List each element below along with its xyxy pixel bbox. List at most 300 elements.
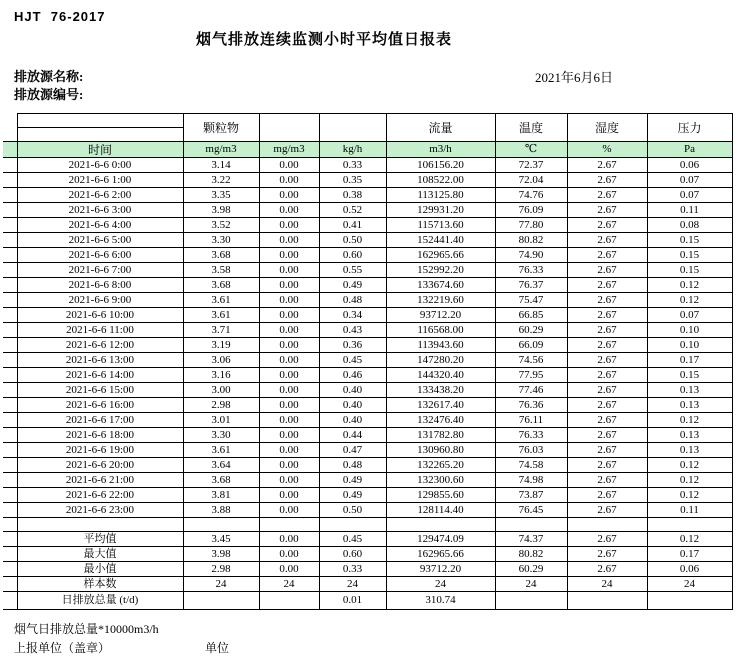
flow-m3h-cell: 162965.66 [386,248,495,263]
margin-cell [3,592,17,610]
humidity-cell: 2.67 [567,308,647,323]
kgh-cell: 0.50 [319,233,386,248]
mgm3-2-cell [259,592,319,610]
particulate-mgm3-cell: 3.30 [183,428,259,443]
kgh-cell: 0.34 [319,308,386,323]
pressure-cell: 0.15 [647,368,732,383]
time-cell: 2021-6-6 23:00 [17,503,183,518]
kgh-cell: 0.44 [319,428,386,443]
humidity-cell: 2.67 [567,413,647,428]
temperature-cell: 76.09 [495,203,567,218]
humidity-cell: 2.67 [567,398,647,413]
unit-kgh: kg/h [319,142,386,158]
emission-source-code-label: 排放源编号: [14,87,84,102]
particulate-mgm3-cell: 3.71 [183,323,259,338]
particulate-mgm3-cell: 3.58 [183,263,259,278]
column-group-blank2 [319,114,386,142]
time-cell: 2021-6-6 15:00 [17,383,183,398]
mgm3-2-cell: 0.00 [259,233,319,248]
mgm3-2-cell: 0.00 [259,158,319,173]
humidity-cell: 2.67 [567,547,647,562]
pressure-cell: 0.17 [647,547,732,562]
humidity-cell: 2.67 [567,158,647,173]
pressure-cell: 0.10 [647,338,732,353]
table-row [3,413,732,428]
humidity-cell: 2.67 [567,173,647,188]
summary-label-cell: 最小值 [17,562,183,577]
margin-cell [3,488,17,503]
pressure-cell: 0.13 [647,443,732,458]
margin-cell [3,577,17,592]
flow-m3h-cell: 131782.80 [386,428,495,443]
margin-cell [3,428,17,443]
flow-m3h-cell: 113125.80 [386,188,495,203]
kgh-cell: 0.46 [319,368,386,383]
pressure-cell: 0.12 [647,488,732,503]
margin-cell [3,518,17,532]
mgm3-2-cell: 0.00 [259,473,319,488]
kgh-cell: 0.36 [319,338,386,353]
particulate-mgm3-cell: 3.68 [183,473,259,488]
particulate-mgm3-cell: 3.52 [183,218,259,233]
pressure-cell: 0.12 [647,278,732,293]
column-group-blank1 [259,114,319,142]
summary-label-cell: 最大值 [17,547,183,562]
margin-cell [3,173,17,188]
flow-m3h-cell: 132219.60 [386,293,495,308]
kgh-cell: 0.48 [319,458,386,473]
particulate-mgm3-cell: 3.06 [183,353,259,368]
temperature-cell: 76.11 [495,413,567,428]
particulate-mgm3-cell: 3.16 [183,368,259,383]
margin-cell [3,368,17,383]
table-row [3,592,732,610]
pressure-cell: 0.12 [647,413,732,428]
monitoring-data-table [3,113,733,610]
particulate-mgm3-cell: 3.61 [183,443,259,458]
time-cell: 2021-6-6 10:00 [17,308,183,323]
unit-pa: Pa [647,142,732,158]
page-title: 烟气排放连续监测小时平均值日报表 [196,32,453,48]
mgm3-2-cell: 0.00 [259,218,319,233]
margin-cell [3,353,17,368]
humidity-cell: 2.67 [567,188,647,203]
particulate-mgm3-cell: 2.98 [183,398,259,413]
flow-m3h-cell: 132617.40 [386,398,495,413]
margin-cell [3,142,17,158]
kgh-cell: 0.33 [319,562,386,577]
flow-m3h-cell: 129474.09 [386,532,495,547]
particulate-mgm3-cell: 2.98 [183,562,259,577]
flow-m3h-cell: 152441.40 [386,233,495,248]
flow-m3h-cell: 162965.66 [386,547,495,562]
mgm3-2-cell: 0.00 [259,278,319,293]
time-cell: 2021-6-6 19:00 [17,443,183,458]
standard-code-label: HJT 76-2017 [14,9,106,24]
kgh-cell: 0.48 [319,293,386,308]
margin-cell [3,114,17,128]
pressure-cell: 0.06 [647,158,732,173]
empty-cell [567,518,647,532]
unit-label: 单位 [205,641,230,655]
pressure-cell: 0.12 [647,473,732,488]
empty-cell [319,518,386,532]
pressure-cell: 0.15 [647,233,732,248]
particulate-mgm3-cell: 3.30 [183,233,259,248]
pressure-cell: 0.13 [647,398,732,413]
humidity-cell: 2.67 [567,473,647,488]
temperature-cell: 72.37 [495,158,567,173]
kgh-cell: 0.60 [319,547,386,562]
kgh-cell: 0.40 [319,398,386,413]
empty-cell [647,518,732,532]
pressure-cell: 0.12 [647,532,732,547]
column-group-flow: 流量 [386,114,495,142]
particulate-mgm3-cell [183,592,259,610]
margin-cell [3,293,17,308]
table-row [3,293,732,308]
margin-cell [3,443,17,458]
mgm3-2-cell: 0.00 [259,488,319,503]
flow-m3h-cell: 132300.60 [386,473,495,488]
table-row [3,532,732,547]
summary-rows [3,532,732,610]
spacer-row [3,518,732,532]
humidity-cell: 2.67 [567,532,647,547]
pressure-cell: 0.06 [647,562,732,577]
humidity-cell: 2.67 [567,428,647,443]
empty-cell [495,518,567,532]
margin-cell [3,323,17,338]
humidity-cell: 2.67 [567,503,647,518]
kgh-cell: 0.47 [319,443,386,458]
particulate-mgm3-cell: 3.19 [183,338,259,353]
kgh-cell: 0.43 [319,323,386,338]
margin-cell [3,203,17,218]
summary-label-cell: 日排放总量 (t/d) [17,592,183,610]
kgh-cell: 0.60 [319,248,386,263]
pressure-cell: 0.15 [647,263,732,278]
humidity-cell: 2.67 [567,293,647,308]
mgm3-2-cell: 0.00 [259,383,319,398]
kgh-cell: 0.55 [319,263,386,278]
pressure-cell: 0.08 [647,218,732,233]
time-cell: 2021-6-6 11:00 [17,323,183,338]
table-row [3,158,732,173]
pressure-cell: 0.12 [647,458,732,473]
margin-cell [3,532,17,547]
time-cell: 2021-6-6 5:00 [17,233,183,248]
flow-m3h-cell: 129855.60 [386,488,495,503]
temperature-cell: 80.82 [495,547,567,562]
time-cell: 2021-6-6 7:00 [17,263,183,278]
time-cell: 2021-6-6 21:00 [17,473,183,488]
column-group-particulate: 颗粒物 [183,114,259,142]
table-row [3,263,732,278]
time-cell: 2021-6-6 2:00 [17,188,183,203]
mgm3-2-cell: 0.00 [259,353,319,368]
mgm3-2-cell: 0.00 [259,413,319,428]
margin-cell [3,413,17,428]
data-rows [3,158,732,518]
header-blank-cell [17,128,183,142]
margin-cell [3,263,17,278]
flow-m3h-cell: 128114.40 [386,503,495,518]
particulate-mgm3-cell: 3.81 [183,488,259,503]
report-date: 2021年6月6日 [535,70,614,85]
mgm3-2-cell: 0.00 [259,443,319,458]
empty-cell [259,518,319,532]
flow-m3h-cell: 108522.00 [386,173,495,188]
time-cell: 2021-6-6 9:00 [17,293,183,308]
kgh-cell: 0.49 [319,278,386,293]
kgh-cell: 0.45 [319,532,386,547]
mgm3-2-cell: 0.00 [259,188,319,203]
kgh-cell: 0.35 [319,173,386,188]
humidity-cell: 2.67 [567,338,647,353]
humidity-cell: 2.67 [567,203,647,218]
table-row [3,308,732,323]
summary-label-cell: 平均值 [17,532,183,547]
table-row [3,443,732,458]
mgm3-2-cell: 0.00 [259,547,319,562]
time-cell: 2021-6-6 12:00 [17,338,183,353]
particulate-mgm3-cell: 3.22 [183,173,259,188]
mgm3-2-cell: 0.00 [259,532,319,547]
time-cell: 2021-6-6 4:00 [17,218,183,233]
flow-m3h-cell: 144320.40 [386,368,495,383]
pressure-cell: 0.11 [647,503,732,518]
humidity-cell: 24 [567,577,647,592]
emission-source-name-label: 排放源名称: [14,69,84,84]
mgm3-2-cell: 0.00 [259,503,319,518]
humidity-cell: 2.67 [567,562,647,577]
column-group-pressure: 压力 [647,114,732,142]
temperature-cell: 74.90 [495,248,567,263]
kgh-cell: 24 [319,577,386,592]
humidity-cell [567,592,647,610]
particulate-mgm3-cell: 3.88 [183,503,259,518]
temperature-cell: 77.46 [495,383,567,398]
temperature-cell: 24 [495,577,567,592]
time-cell: 2021-6-6 1:00 [17,173,183,188]
pressure-cell: 24 [647,577,732,592]
total-emission-note: 烟气日排放总量*10000m3/h [14,622,159,636]
temperature-cell: 74.76 [495,188,567,203]
mgm3-2-cell: 0.00 [259,562,319,577]
pressure-cell: 0.13 [647,383,732,398]
margin-cell [3,158,17,173]
column-group-temperature: 温度 [495,114,567,142]
pressure-cell: 0.15 [647,248,732,263]
margin-cell [3,473,17,488]
margin-cell [3,458,17,473]
margin-cell [3,547,17,562]
pressure-cell: 0.07 [647,308,732,323]
particulate-mgm3-cell: 3.00 [183,383,259,398]
margin-cell [3,218,17,233]
humidity-cell: 2.67 [567,488,647,503]
margin-cell [3,278,17,293]
time-cell: 2021-6-6 6:00 [17,248,183,263]
margin-cell [3,562,17,577]
humidity-cell: 2.67 [567,443,647,458]
particulate-mgm3-cell: 3.98 [183,547,259,562]
flow-m3h-cell: 132476.40 [386,413,495,428]
time-column-header: 时间 [17,142,183,158]
particulate-mgm3-cell: 3.98 [183,203,259,218]
unit-percent: % [567,142,647,158]
unit-celsius: ℃ [495,142,567,158]
time-cell: 2021-6-6 14:00 [17,368,183,383]
temperature-cell: 77.80 [495,218,567,233]
mgm3-2-cell: 24 [259,577,319,592]
temperature-cell: 66.85 [495,308,567,323]
kgh-cell: 0.01 [319,592,386,610]
temperature-cell: 75.47 [495,293,567,308]
spacer-rows [3,518,732,532]
flow-m3h-cell: 133438.20 [386,383,495,398]
mgm3-2-cell: 0.00 [259,323,319,338]
kgh-cell: 0.49 [319,473,386,488]
column-group-humidity: 湿度 [567,114,647,142]
flow-m3h-cell: 310.74 [386,592,495,610]
kgh-cell: 0.40 [319,383,386,398]
temperature-cell: 74.37 [495,532,567,547]
pressure-cell [647,592,732,610]
humidity-cell: 2.67 [567,278,647,293]
kgh-cell: 0.41 [319,218,386,233]
pressure-cell: 0.07 [647,173,732,188]
table-row [3,353,732,368]
header-rows [3,114,732,158]
margin-cell [3,188,17,203]
temperature-cell: 66.09 [495,338,567,353]
kgh-cell: 0.49 [319,488,386,503]
table-row [3,368,732,383]
temperature-cell: 60.29 [495,323,567,338]
table-row [3,338,732,353]
temperature-cell: 76.03 [495,443,567,458]
temperature-cell: 80.82 [495,233,567,248]
temperature-cell: 76.36 [495,398,567,413]
table-row [3,248,732,263]
temperature-cell: 76.45 [495,503,567,518]
table-row [3,173,732,188]
temperature-cell: 74.58 [495,458,567,473]
kgh-cell: 0.52 [319,203,386,218]
mgm3-2-cell: 0.00 [259,203,319,218]
temperature-cell: 76.33 [495,428,567,443]
humidity-cell: 2.67 [567,248,647,263]
mgm3-2-cell: 0.00 [259,428,319,443]
table-row [3,488,732,503]
table-row [3,547,732,562]
table-row [3,398,732,413]
temperature-cell: 77.95 [495,368,567,383]
table-row [3,188,732,203]
flow-m3h-cell: 129931.20 [386,203,495,218]
table-row [3,473,732,488]
mgm3-2-cell: 0.00 [259,458,319,473]
temperature-cell: 73.87 [495,488,567,503]
flow-m3h-cell: 113943.60 [386,338,495,353]
humidity-cell: 2.67 [567,323,647,338]
temperature-cell: 72.04 [495,173,567,188]
kgh-cell: 0.40 [319,413,386,428]
particulate-mgm3-cell: 3.35 [183,188,259,203]
kgh-cell: 0.38 [319,188,386,203]
flow-m3h-cell: 106156.20 [386,158,495,173]
flow-m3h-cell: 130960.80 [386,443,495,458]
mgm3-2-cell: 0.00 [259,338,319,353]
particulate-mgm3-cell: 3.45 [183,532,259,547]
empty-cell [183,518,259,532]
margin-cell [3,233,17,248]
particulate-mgm3-cell: 3.01 [183,413,259,428]
temperature-cell: 76.33 [495,263,567,278]
group-header-row [3,114,732,128]
particulate-mgm3-cell: 24 [183,577,259,592]
mgm3-2-cell: 0.00 [259,263,319,278]
table-row [3,458,732,473]
table-row [3,577,732,592]
time-cell: 2021-6-6 8:00 [17,278,183,293]
empty-cell [17,518,183,532]
time-cell: 2021-6-6 16:00 [17,398,183,413]
temperature-cell: 76.37 [495,278,567,293]
margin-cell [3,503,17,518]
mgm3-2-cell: 0.00 [259,248,319,263]
flow-m3h-cell: 93712.20 [386,562,495,577]
mgm3-2-cell: 0.00 [259,293,319,308]
particulate-mgm3-cell: 3.61 [183,293,259,308]
reporting-unit-label: 上报单位（盖章） [14,641,111,655]
time-cell: 2021-6-6 22:00 [17,488,183,503]
time-cell: 2021-6-6 13:00 [17,353,183,368]
unit-mgm3-2: mg/m3 [259,142,319,158]
kgh-cell: 0.50 [319,503,386,518]
humidity-cell: 2.67 [567,233,647,248]
table-row [3,233,732,248]
particulate-mgm3-cell: 3.68 [183,278,259,293]
pressure-cell: 0.07 [647,188,732,203]
pressure-cell: 0.13 [647,428,732,443]
table-row [3,562,732,577]
humidity-cell: 2.67 [567,383,647,398]
margin-cell [3,398,17,413]
flow-m3h-cell: 132265.20 [386,458,495,473]
flow-m3h-cell: 133674.60 [386,278,495,293]
time-cell: 2021-6-6 18:00 [17,428,183,443]
time-cell: 2021-6-6 17:00 [17,413,183,428]
time-cell: 2021-6-6 0:00 [17,158,183,173]
header-blank-cell [17,114,183,128]
unit-header-row [3,142,732,158]
margin-cell [3,308,17,323]
mgm3-2-cell: 0.00 [259,308,319,323]
margin-cell [3,383,17,398]
unit-m3h: m3/h [386,142,495,158]
flow-m3h-cell: 93712.20 [386,308,495,323]
table-row [3,383,732,398]
time-cell: 2021-6-6 20:00 [17,458,183,473]
margin-cell [3,248,17,263]
kgh-cell: 0.33 [319,158,386,173]
humidity-cell: 2.67 [567,458,647,473]
empty-cell [386,518,495,532]
temperature-cell: 74.98 [495,473,567,488]
